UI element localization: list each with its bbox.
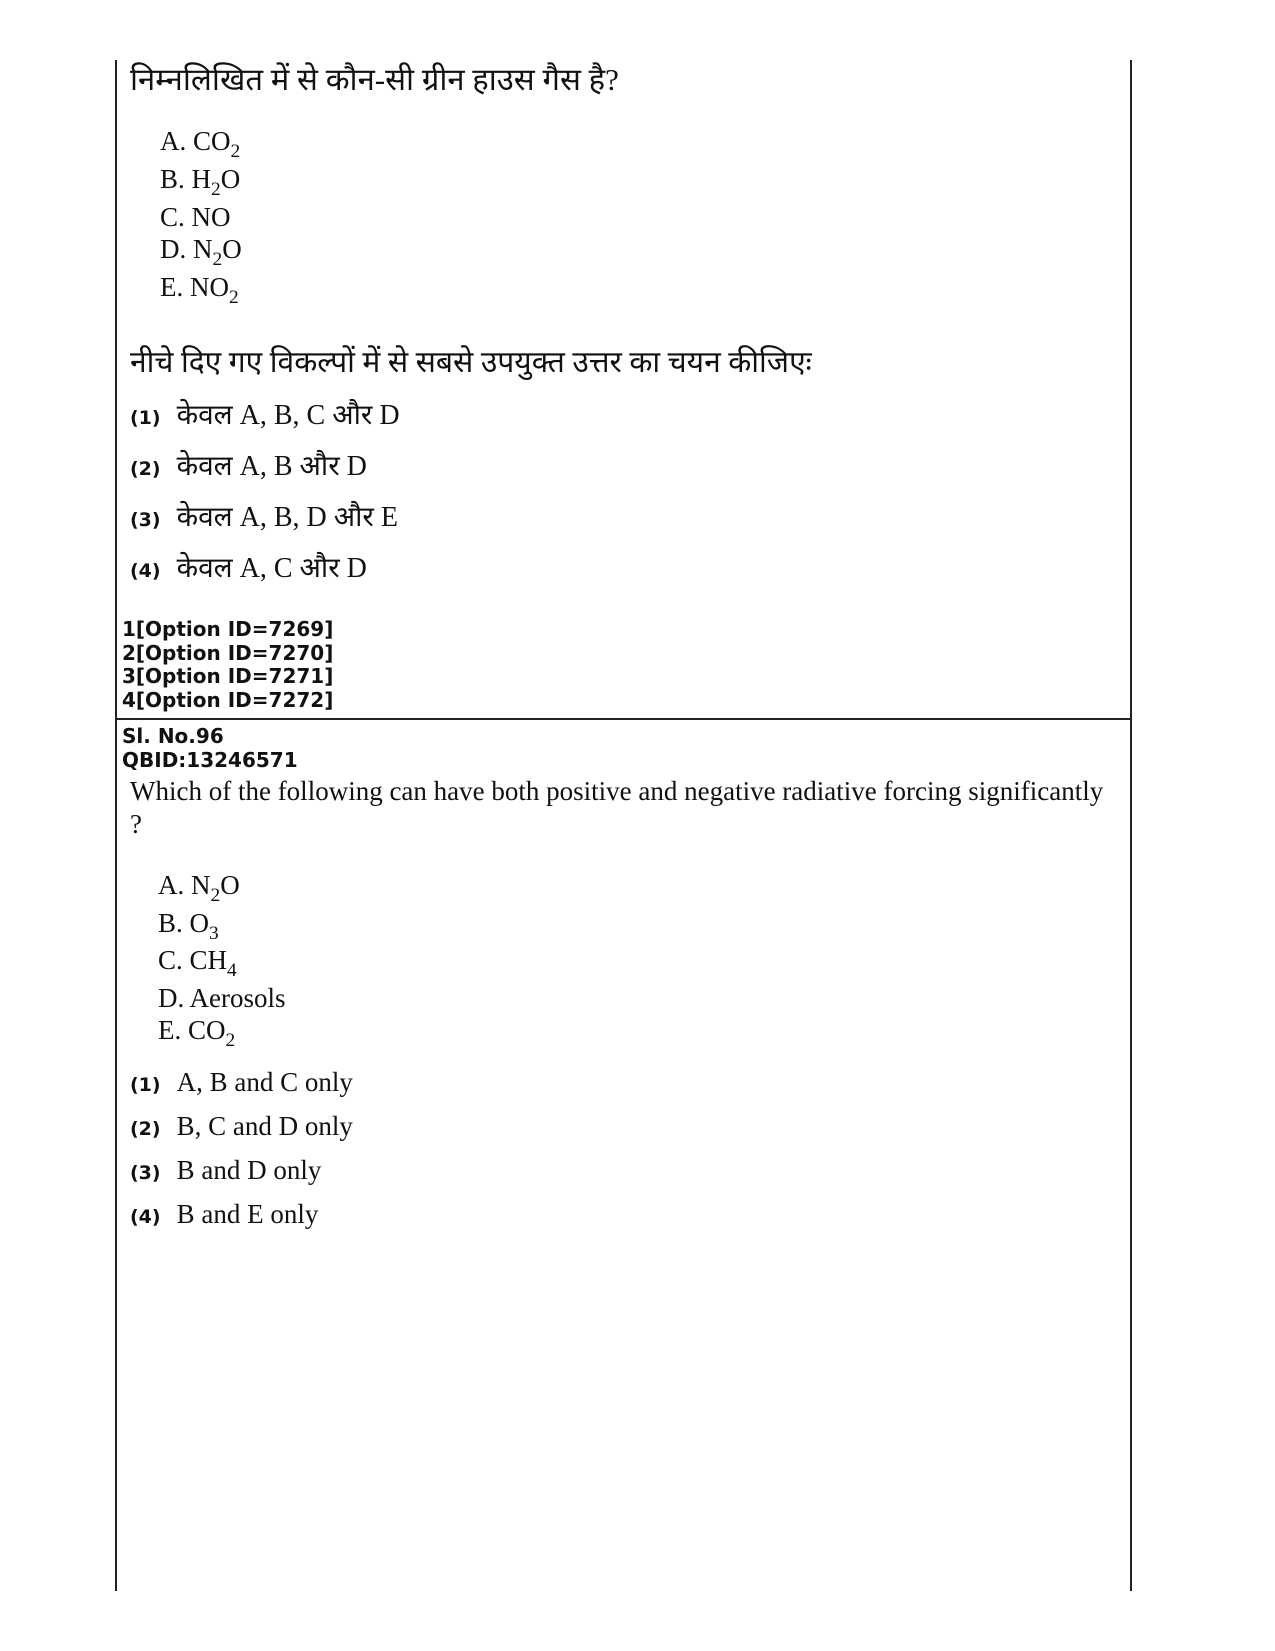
statement-e: E. $NO_2$ [160,272,239,308]
statement-b: B. $H_2O$ [160,164,241,200]
option-number: (4) [130,560,161,582]
page-border-left [115,60,117,1591]
option-1 [130,1067,353,1098]
statement-d: D. Aerosols [158,983,286,1013]
option-3 [130,1155,321,1186]
option-text: B, C and D only [176,1111,353,1141]
statement-c: C. NO [160,202,231,232]
statement-c: C. $CH_4$ [158,945,237,981]
option-text: A, B and C only [176,1067,353,1097]
option-3 [130,497,398,535]
statement-b: B. $O_3$ [158,908,219,944]
question-95-text: निम्नलिखित में से कौन-सी ग्रीन हाउस गैस है? [130,62,619,97]
statement-a: A. $N_2O$ [158,870,240,906]
statement-d: D. $N_2O$ [160,234,242,270]
option-1 [130,395,400,433]
option-id: 3[Option ID=7271] [122,664,334,688]
option-text: केवल A, B और D [176,451,367,482]
option-text: केवल A, B, D और E [176,502,398,533]
option-number: (2) [130,458,161,480]
option-text: B and E only [176,1199,319,1229]
option-number: (3) [130,509,161,531]
option-number: (1) [130,407,161,429]
qbid: QBID:13246571 [122,747,298,772]
option-number: (1) [130,1074,161,1096]
question-meta [122,725,298,772]
option-id: 2[Option ID=7270] [122,640,334,665]
option-id: 1[Option ID=7269] [122,617,334,641]
option-text: केवल A, B, C और D [176,400,400,431]
option-id: 4[Option ID=7272] [122,687,334,712]
option-2 [130,1111,353,1142]
statement-e: E. $CO_2$ [158,1015,236,1051]
option-4 [130,1199,318,1230]
page-border-right [1130,60,1132,1591]
option-id-list [122,618,333,712]
option-2 [130,446,367,484]
option-number: (3) [130,1162,161,1184]
question-divider [115,718,1132,720]
option-text: केवल A, C और D [176,553,367,584]
question-96-text: Which of the following can have both positive and negative radiative forcing significantly ? [130,776,1104,839]
option-text: B and D only [176,1155,322,1185]
serial-number: Sl. No.96 [122,724,224,748]
option-number: (2) [130,1118,161,1140]
option-number: (4) [130,1206,161,1228]
option-4 [130,548,367,586]
instruction-text: नीचे दिए गए विकल्पों में से सबसे उपयुक्त उत्तर का चयन कीजिएः [130,346,812,379]
statement-a: A. $CO_2$ [160,126,241,162]
